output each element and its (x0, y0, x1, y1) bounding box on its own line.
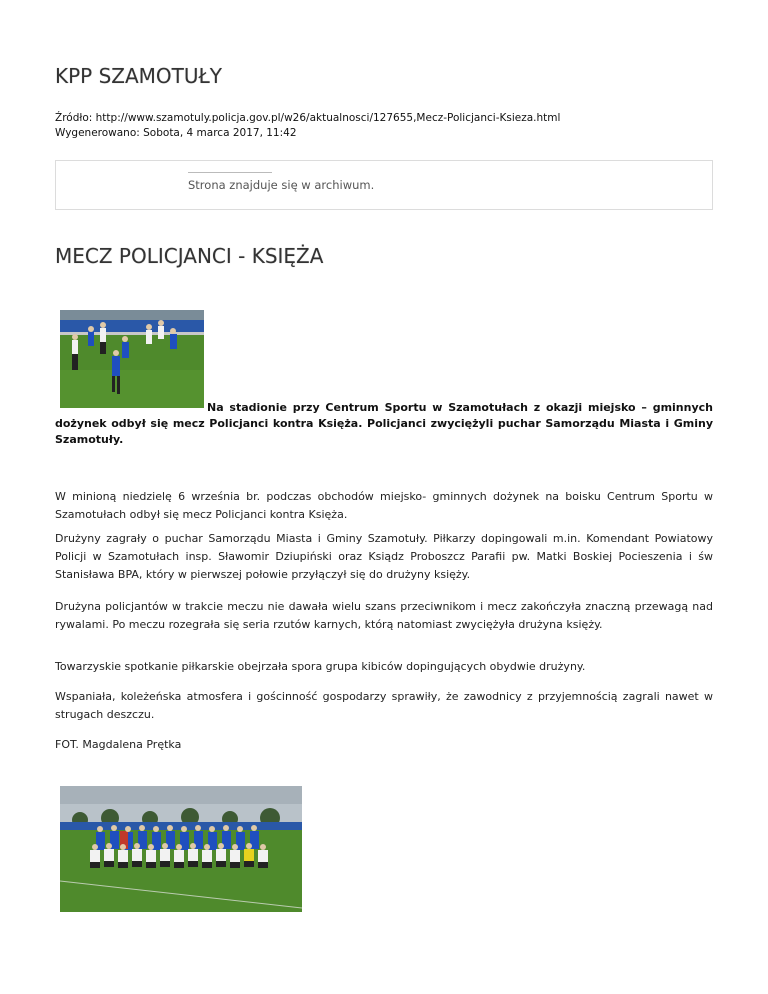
archive-notice: Strona znajduje się w archiwum. (188, 178, 375, 192)
generated-line: Wygenerowano: Sobota, 4 marca 2017, 11:42 (55, 127, 297, 139)
paragraph-2: Drużyny zagrały o puchar Samorządu Miasta i Gminy Szamotuły. Piłkarzy dopingowali m.in. Komendant Powiatowy Policji w Szamotułach insp. Sławomir Dziupiński oraz Ksiądz Proboszcz Parafii pw. Matki Boskiej Pocieszenia i św Stanisława BPA, który w pierwszej połowie przyłączył się do drużyny księży. (55, 532, 713, 581)
team-photo (60, 786, 302, 912)
photo-credit: FOT. Magdalena Prętka (55, 738, 182, 751)
archive-notice-box (55, 160, 713, 210)
match-photo (60, 310, 204, 408)
document-meta (55, 111, 560, 141)
paragraph-3: Drużyna policjantów w trakcie meczu nie dawała wielu szans przeciwnikom i mecz zakończyła znaczną przewagą nad rywalami. Po meczu rozegrała się seria rzutów karnych, którą natomiast zwyciężyła drużyna księży. (55, 600, 713, 631)
paragraph-4: Towarzyskie spotkanie piłkarskie obejrzała spora grupa kibiców dopingujących obydwie drużyny. (55, 660, 586, 673)
source-line: Źródło: http://www.szamotuly.policja.gov.pl/w26/aktualnosci/127655,Mecz-Policjanci-Ksieza.html (55, 112, 561, 124)
paragraph-1: W minioną niedzielę 6 września br. podczas obchodów miejsko- gminnych dożynek na boisku Centrum Sportu w Szamotułach odbył się mecz Policjanci kontra Księża. (55, 490, 713, 521)
article-title: MECZ POLICJANCI - KSIĘŻA (55, 244, 324, 268)
paragraph-5: Wspaniała, koleżeńska atmosfera i gościnność gospodarzy sprawiły, że zawodnicy z przyjemnością zagrali nawet w strugach deszczu. (55, 690, 713, 721)
lead-text: Na stadionie przy Centrum Sportu w Szamotułach z okazji miejsko – gminnych dożynek odbył się mecz Policjanci kontra Księża. Policjanci zwyciężyli puchar Samorządu Miasta i Gminy Szamotuły. (55, 401, 713, 446)
article-lead (55, 400, 713, 448)
site-title: KPP SZAMOTUŁY (55, 64, 222, 88)
archive-divider (188, 172, 272, 173)
